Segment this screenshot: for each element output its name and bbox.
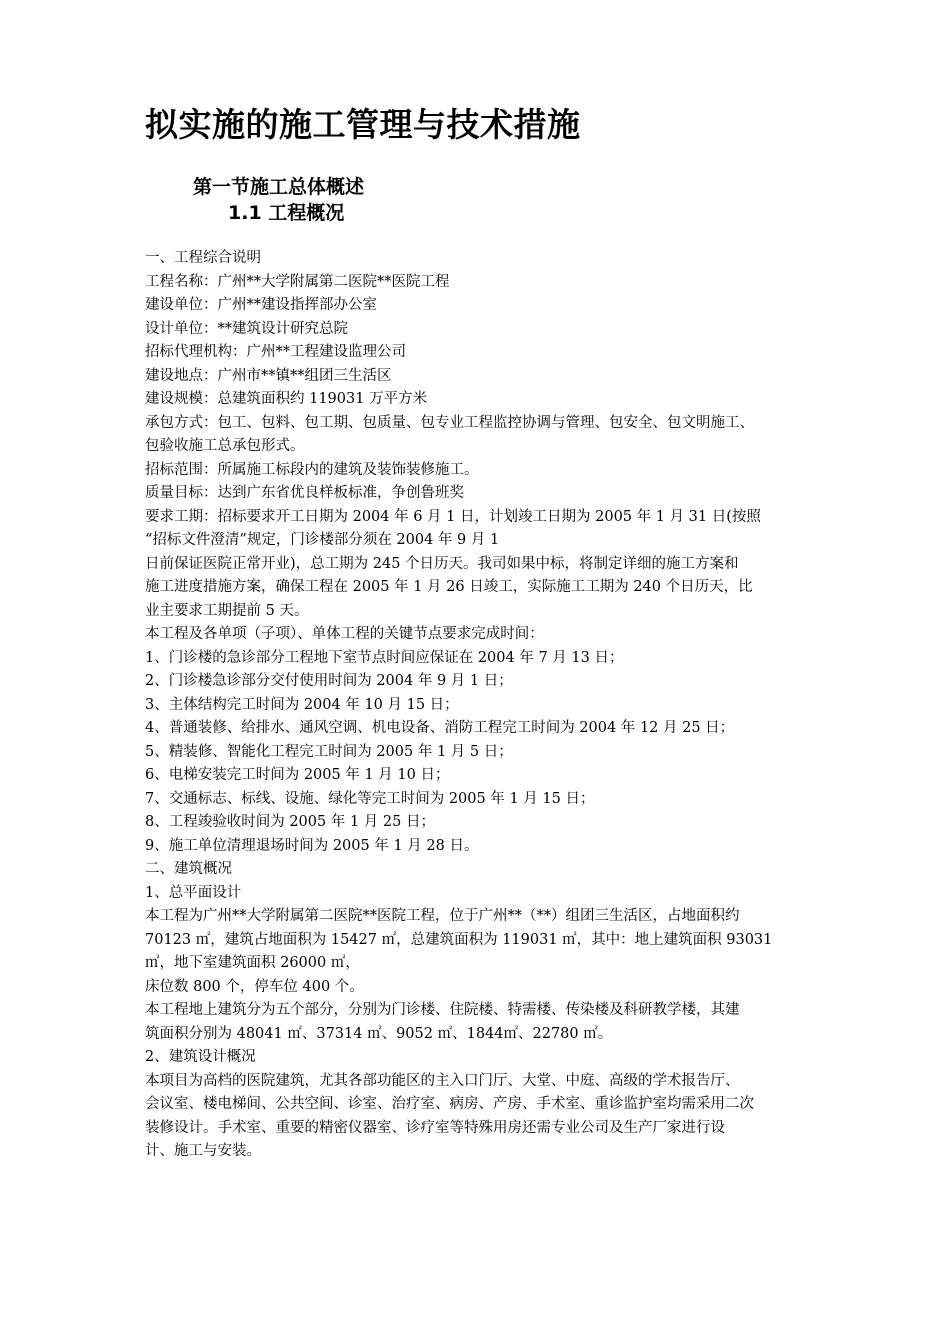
body-line: 床位数 800 个，停车位 400 个。 xyxy=(145,978,364,995)
body-line: 4、普通装修、给排水、通风空调、机电设备、消防工程完工时间为 2004 年 12 月 25 日； xyxy=(145,720,735,736)
body-line: 5、精装修、智能化工程完工时间为 2005 年 1 月 5 日； xyxy=(145,743,513,760)
body-line: 承包方式：包工、包料、包工期、包质量、包专业工程监控协调与管理、包安全、包文明施工、 xyxy=(145,414,754,431)
body-line: 6、电梯安装完工时间为 2005 年 1 月 10 日； xyxy=(145,767,450,783)
body-line: 施工进度措施方案，确保工程在 2005 年 1 月 26 日竣工，实际施工工期为 240 个日历天，比 xyxy=(145,579,753,595)
body-line: 1、总平面设计 xyxy=(145,884,242,901)
body-line: 设计单位：**建筑设计研究总院 xyxy=(145,320,348,337)
body-line: 本工程及各单项（子项）、单体工程的关键节点要求完成时间： xyxy=(145,626,544,642)
body-line: 2、建筑设计概况 xyxy=(145,1049,256,1065)
body-line: ㎡，地下室建筑面积 26000 ㎡， xyxy=(145,955,360,971)
body-line: 招标范围：所属施工标段内的建筑及装饰装修施工。 xyxy=(145,461,479,478)
body-line: 1、门诊楼的急诊部分工程地下室节点时间应保证在 2004 年 7 月 13 日； xyxy=(145,649,624,666)
body-line: 日前保证医院正常开业)，总工期为 245 个日历天。我司如果中标，将制定详细的施工方案和 xyxy=(145,555,739,572)
body-line: 工程名称：广州**大学附属第二医院**医院工程 xyxy=(145,273,450,290)
document-title: 拟实施的施工管理与技术措施 xyxy=(145,105,581,144)
body-line: 3、主体结构完工时间为 2004 年 10 月 15 日； xyxy=(145,696,459,713)
body-line: 建设地点：广州市**镇**组团三生活区 xyxy=(145,367,392,384)
body-line: 包验收施工总承包形式。 xyxy=(145,438,305,454)
subsection-title: 1.1 工程概况 xyxy=(228,202,345,224)
body-line: 建设单位：广州**建设指挥部办公室 xyxy=(145,297,377,313)
body-line: 会议室、楼电梯间、公共空间、诊室、治疗室、病房、产房、手术室、重诊监护室均需采用二次 xyxy=(145,1096,754,1112)
body-line: 7、交通标志、标线、设施、绿化等完工时间为 2005 年 1 月 15 日； xyxy=(145,790,595,807)
body-line: 建设规模：总建筑面积约 119031 万平方米 xyxy=(145,391,428,407)
body-line: 筑面积分别为 48041 ㎡、37314 ㎡、9052 ㎡、1844㎡、22780 ㎡。 xyxy=(145,1025,613,1042)
body-line: 要求工期：招标要求开工日期为 2004 年 6 月 1 日，计划竣工日期为 2005 年 1 月 31 日(按照 xyxy=(145,508,761,525)
body-line: 质量目标：达到广东省优良样板标准，争创鲁班奖 xyxy=(145,485,464,501)
body-line: 计、施工与安装。 xyxy=(145,1143,261,1159)
body-line: 本工程地上建筑分为五个部分，分别为门诊楼、住院楼、特需楼、传染楼及科研教学楼，其建 xyxy=(145,1002,740,1018)
body-line: 业主要求工期提前 5 天。 xyxy=(145,602,309,619)
body-line: 招标代理机构：广州**工程建设监理公司 xyxy=(145,344,406,360)
body-line: 70123 ㎡，建筑占地面积为 15427 ㎡，总建筑面积为 119031 ㎡，其中：地上建筑面积 93031 xyxy=(145,931,773,948)
body-line: 2、门诊楼急诊部分交付使用时间为 2004 年 9 月 1 日； xyxy=(145,673,513,689)
body-line: 本工程为广州**大学附属第二医院**医院工程，位于广州**（**）组团三生活区，占地面积约 xyxy=(145,908,740,924)
body-line: 9、施工单位清理退场时间为 2005 年 1 月 28 日。 xyxy=(145,837,479,854)
body-line: 一、工程综合说明 xyxy=(145,250,261,266)
body-line: 装修设计。手术室、重要的精密仪器室、诊疗室等特殊用房还需专业公司及生产厂家进行设 xyxy=(145,1119,725,1136)
document-body xyxy=(145,247,809,1164)
body-line: 8、工程竣验收时间为 2005 年 1 月 25 日； xyxy=(145,814,435,830)
body-line: 本项目为高档的医院建筑，尤其各部功能区的主入口门厅、大堂、中庭、高级的学术报告厅、 xyxy=(145,1072,740,1089)
body-line: “招标文件澄清”规定，门诊楼部分须在 2004 年 9 月 1 xyxy=(145,532,500,548)
section-title: 第一节施工总体概述 xyxy=(193,176,365,198)
body-line: 二、建筑概况 xyxy=(145,861,232,877)
